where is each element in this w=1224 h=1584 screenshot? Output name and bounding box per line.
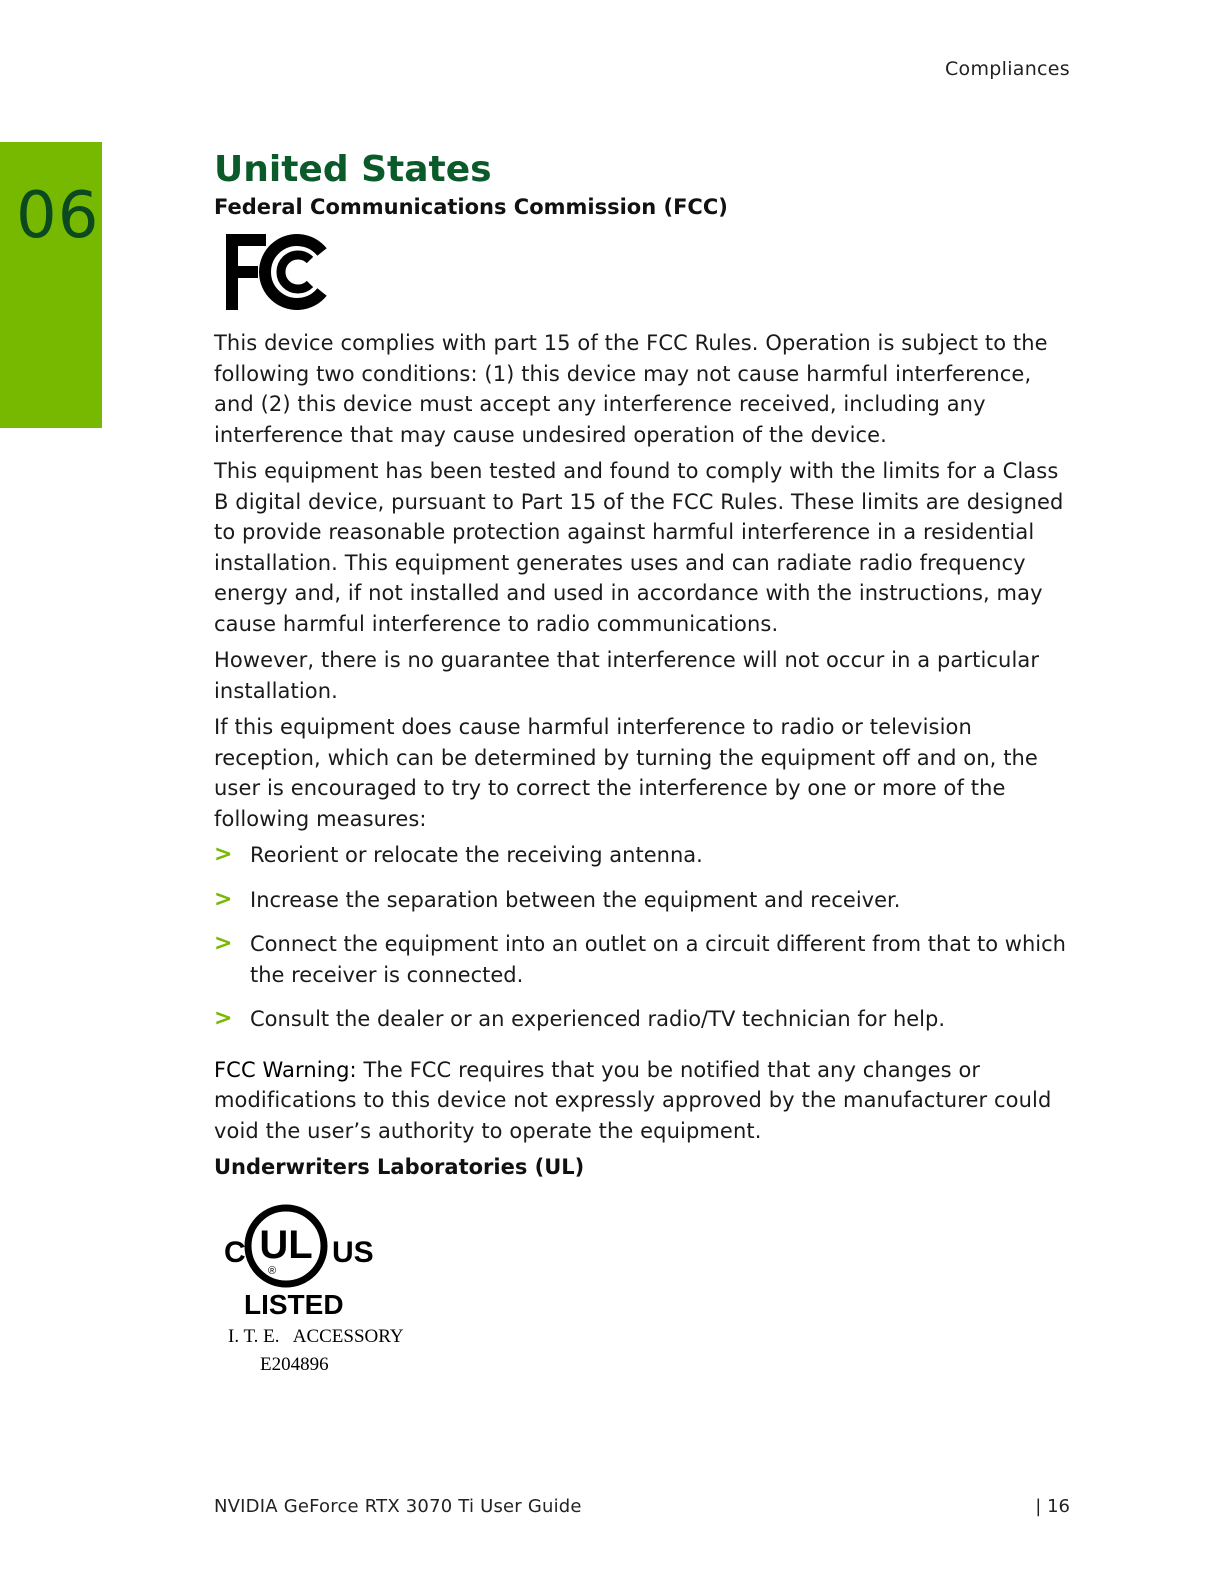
ul-file-number: E204896 xyxy=(260,1354,329,1375)
ul-listed-label: LISTED xyxy=(244,1289,344,1320)
fcc-logo-icon xyxy=(224,230,334,314)
paragraph: However, there is no guarantee that interference will not occur in a particular installation. xyxy=(214,648,1040,703)
ul-category: I. T. E. ACCESSORY xyxy=(228,1326,404,1347)
list-item xyxy=(214,885,1074,916)
list-item-text: Connect the equipment into an outlet on a circuit different from that to which the receiver is connected. xyxy=(250,932,1066,987)
page-content xyxy=(214,148,1074,1376)
list-item xyxy=(214,929,1074,990)
paragraph: This device complies with part 15 of the FCC Rules. Operation is subject to the following two conditions: (1) this device may not cause harmful interference, and (2) this device must accept any interference received, including any interference that may cause undesired operation of the device. xyxy=(214,331,1048,447)
ul-center-letters: UL xyxy=(259,1223,313,1267)
chevron-right-icon: > xyxy=(214,1006,233,1031)
ul-right-letters: US xyxy=(332,1236,374,1269)
ul-heading: Underwriters Laboratories (UL) xyxy=(214,1155,585,1179)
list-item-text: Increase the separation between the equipment and receiver. xyxy=(250,887,901,912)
section-title: United States xyxy=(214,149,492,190)
fcc-heading: Federal Communications Commission (FCC) xyxy=(214,195,728,219)
footer-document-title: NVIDIA GeForce RTX 3070 Ti User Guide xyxy=(214,1496,582,1517)
fcc-paragraphs xyxy=(214,328,1074,834)
chevron-right-icon: > xyxy=(214,931,233,956)
ul-registered: ® xyxy=(267,1265,277,1277)
measures-list xyxy=(214,840,1074,1035)
chevron-right-icon: > xyxy=(214,842,233,867)
chapter-number: 06 xyxy=(16,179,100,253)
ul-listed-mark-icon xyxy=(220,1196,420,1376)
list-item-text: Reorient or relocate the receiving antenna. xyxy=(250,843,703,867)
paragraph: This equipment has been tested and found to comply with the limits for a Class B digital device, pursuant to Part 15 of the FCC Rules. These limits are designed to provide reasonable protection against harmful interference in a residential installation. This equipment generates uses and can radiate radio frequency energy and, if not installed and used in accordance with the instructions, may cause harmful interference to radio communications. xyxy=(214,459,1064,636)
ul-left-letter: C xyxy=(224,1236,246,1269)
warning-text: The FCC requires that you be notified that any changes or modifications to this device not expressly approved by the manufacturer could void the user’s authority to operate the equipment. xyxy=(214,1057,1052,1143)
warning-label: FCC Warning: xyxy=(214,1057,357,1082)
list-item-text: Consult the dealer or an experienced radio/TV technician for help. xyxy=(250,1007,946,1031)
paragraph: If this equipment does cause harmful interference to radio or television reception, which can be determined by turning the equipment off and on, the user is encouraged to try to correct the interference by one or more of the following measures: xyxy=(214,715,1038,831)
list-item xyxy=(214,840,1074,871)
chevron-right-icon: > xyxy=(214,886,233,912)
footer-page-number: | 16 xyxy=(1035,1496,1070,1517)
fcc-warning xyxy=(214,1055,1074,1147)
list-item xyxy=(214,1004,1074,1035)
running-header: Compliances xyxy=(944,58,1070,80)
